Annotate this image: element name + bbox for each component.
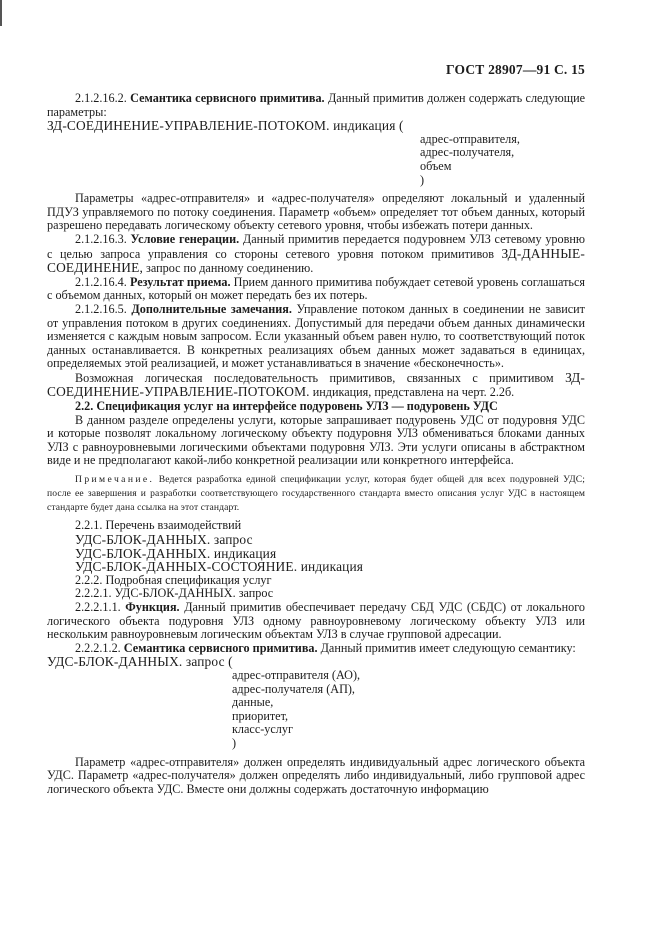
primitive-name: ЗД-СОЕДИНЕНИЕ-УПРАВЛЕНИЕ-ПОТОКОМ. bbox=[47, 369, 586, 400]
list-item: УДС-БЛОК-ДАННЫХ-СОСТОЯНИЕ. индикация bbox=[75, 559, 364, 575]
note-label: Примечание. bbox=[75, 474, 155, 486]
parameter-list bbox=[47, 669, 585, 751]
section-2-2-heading bbox=[47, 400, 585, 414]
paragraph-intro: В данном разделе определены услуги, которые запрашивает подуровень УДС от подуровня УДС и которые позволят локальному логическому объекту подуровня УЛЗ обмениваться блоками данных УЛЗ с равноуровневыми логическими объектами подуровня УЛЗ. Эти услуги описаны в абстрактном виде и не предполагают какой-либо конкретной реализации или конкретного интерфейса. bbox=[47, 412, 585, 468]
section-2-1-2-16-3 bbox=[47, 233, 585, 276]
parameter-item: данные, bbox=[232, 695, 274, 710]
section-2-1-2-16-2 bbox=[47, 92, 585, 119]
note bbox=[47, 473, 585, 514]
section-text: Данный примитив имеет следующую семантику: bbox=[320, 640, 576, 655]
parameter-item: ) bbox=[420, 172, 425, 187]
section-title: Дополнительные замечания. bbox=[131, 301, 292, 316]
section-text: Данный примитив обеспечивает передачу СБД УДС (СБДС) от локального логического объекта подуровня УЛЗ одному равноуровневому логическому объекту УЛЗ или нескольким равноуровневым логическим объектам УЛЗ в случае групповой адресации. bbox=[47, 599, 586, 642]
section-text: Прием данного примитива побуждает сетевой уровень соглашаться с объемом данных, который он может передать без их потерь. bbox=[47, 274, 586, 303]
section-title: Результат приема. bbox=[129, 274, 231, 289]
section-title: Семантика сервисного примитива. bbox=[123, 640, 318, 655]
paragraph-sequence bbox=[47, 371, 585, 400]
section-2-1-2-16-4 bbox=[47, 276, 585, 303]
primitive-name: ЗД-ДАННЫЕ-СОЕДИНЕНИЕ, bbox=[47, 245, 585, 276]
note-text: Ведется разработка единой спецификации услуг, которая будет общей для всех подуровней УДС; после ее завершения и разработки соответствующего государственного стандарта вместо описания услуг УДС в настоящем стандарте будет дана ссылка на этот стандарт. bbox=[47, 474, 585, 513]
paragraph-text-tail: индикация, представлена на черт. 2.2б. bbox=[312, 385, 515, 400]
parameter-list bbox=[47, 133, 585, 187]
parameter-item: адрес-получателя, bbox=[420, 145, 515, 160]
section-number: 2.1.2.16.2. bbox=[75, 91, 127, 105]
parameter-item: класс-услуг bbox=[232, 722, 293, 737]
section-title: Спецификация услуг на интерфейсе подуровень УЛЗ — подуровень УДС bbox=[96, 399, 498, 414]
page-header: ГОСТ 28907—91 С. 15 bbox=[446, 62, 585, 77]
list-heading: 2.2.1. Перечень взаимодействий bbox=[75, 518, 242, 533]
section-number: 2.1.2.16.5. bbox=[75, 301, 127, 316]
parameter-item: адрес-отправителя (АО), bbox=[232, 667, 361, 682]
section-number: 2.2.2.1.2. bbox=[75, 640, 121, 655]
primitive-heading: УДС-БЛОК-ДАННЫХ. запрос ( bbox=[47, 654, 233, 670]
section-text-tail: запрос по данному соединению. bbox=[146, 261, 314, 276]
section-number: 2.1.2.16.3. bbox=[75, 231, 127, 246]
section-2-2-2-1-1 bbox=[47, 601, 585, 642]
parameter-item: объем bbox=[420, 158, 452, 173]
page-content bbox=[47, 92, 585, 796]
parameter-item: ) bbox=[232, 735, 237, 750]
section-text: Данный примитив передается подуровнем УЛЗ сетевому уровню с целью запроса управления со стороны сетевого уровня потоком примитивов bbox=[47, 231, 585, 261]
parameter-item: приоритет, bbox=[232, 708, 289, 723]
list-item: УДС-БЛОК-ДАННЫХ. индикация bbox=[75, 545, 277, 561]
section-number: 2.2.2.1.1. bbox=[75, 599, 121, 614]
section-title: Функция. bbox=[125, 599, 180, 614]
section-title: Условие генерации. bbox=[130, 231, 240, 246]
scan-edge-mark bbox=[0, 0, 2, 26]
section-text: Данный примитив должен содержать следующие параметры: bbox=[47, 91, 586, 119]
parameter-item: адрес-получателя (АП), bbox=[232, 681, 355, 696]
list-item: УДС-БЛОК-ДАННЫХ. запрос bbox=[75, 532, 253, 548]
primitive-heading: ЗД-СОЕДИНЕНИЕ-УПРАВЛЕНИЕ-ПОТОКОМ. индикация ( bbox=[47, 118, 404, 134]
list-heading: 2.2.2.1. УДС-БЛОК-ДАННЫХ. запрос bbox=[75, 586, 274, 601]
section-2-2-2-1-2 bbox=[47, 642, 585, 656]
section-2-1-2-16-5 bbox=[47, 303, 585, 371]
paragraph-last: Параметр «адрес-отправителя» должен определять индивидуальный адрес логического объекта УДС. Параметр «адрес-получателя» должен определять либо индивидуальный, либо групповой адрес логического объекта УДС. Вместе они должны содержать достаточную информацию bbox=[47, 754, 585, 796]
paragraph-parameters: Параметры «адрес-отправителя» и «адрес-получателя» определяют локальный и удаленный ПДУЗ управляемого по потоку соединения. Параметр «объем» определяет тот объем данных, который разрешено передавать логическому объекту сетевого уровня, чтобы избежать потери данных. bbox=[47, 191, 585, 233]
section-number: 2.1.2.16.4. bbox=[75, 274, 127, 289]
section-text: Управление потоком данных в соединении не зависит от управления потоком в других соединениях. Допустимый для передачи объем данных динамически изменяется с каждым новым запросом. Если указанный объем равен нулю, то соответствующий поток данных останавливается. В конкретных реализациях объем данных может задаваться в единицах, определяемых этой реализацией, и может устанавливаться в значение «бесконечность». bbox=[47, 301, 586, 371]
list-heading: 2.2.2. Подробная спецификация услуг bbox=[75, 572, 272, 587]
section-title: Семантика сервисного примитива. bbox=[130, 91, 325, 105]
interaction-list bbox=[47, 519, 585, 601]
parameter-item: адрес-отправителя, bbox=[420, 131, 520, 146]
section-number: 2.2. bbox=[75, 399, 94, 414]
paragraph-text: Возможная логическая последовательность примитивов, связанных с примитивом bbox=[75, 370, 554, 385]
